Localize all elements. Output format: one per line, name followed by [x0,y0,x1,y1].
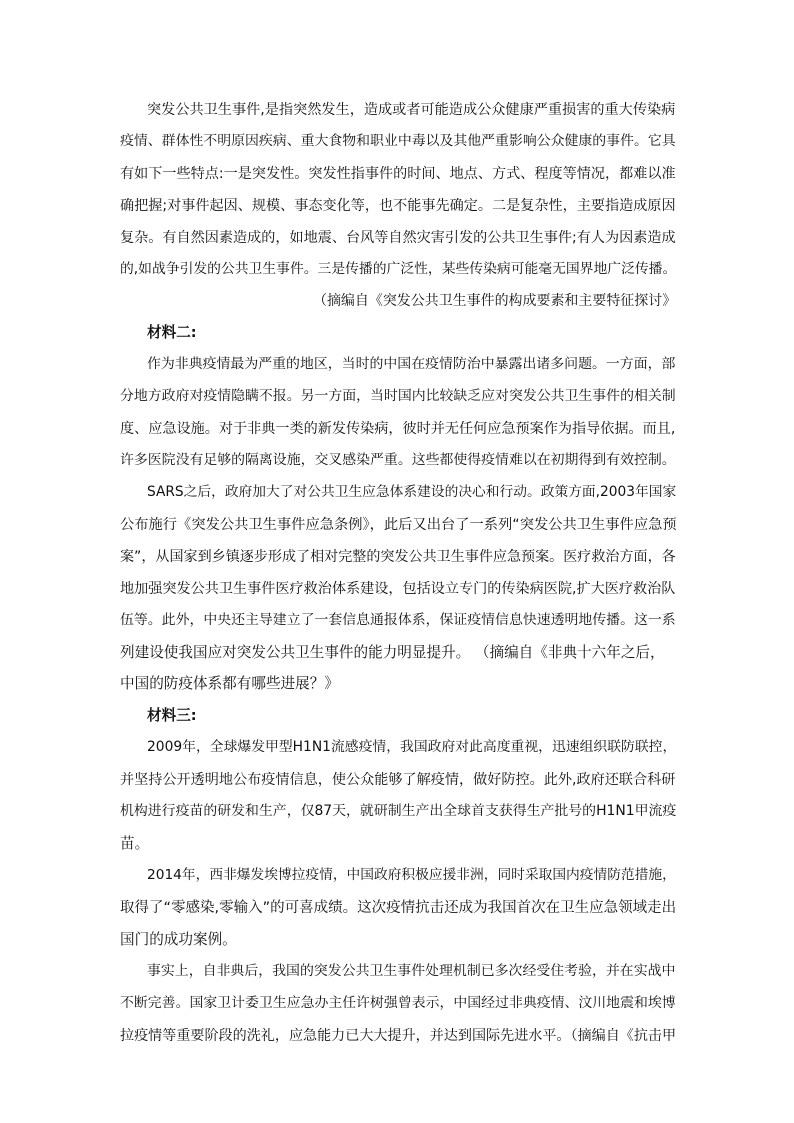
m2-p1-line-4: 许多医院没有足够的隔离设施，交叉感染严重。这些都使得疫情难以在初期得到有效控制。 [120,452,676,468]
m1-citation: （摘编自《突发公共卫生事件的构成要素和主要特征探讨》 [313,293,677,309]
m2-p2-line-6: 列建设使我国应对突发公共卫生事件的能力明显提升。 （摘编自《非典十六年之后， [120,644,665,661]
m2-p2-line-2: 公布施行《突发公共卫生事件应急条例》，此后又出台了一系列“突发公共卫生事件应急预 [120,517,677,533]
m3-p3-line-2: 不断完善。国家卫计委卫生应急办主任许树强曾表示，中国经过非典疫情、汶川地震和埃博 [120,995,676,1011]
m3-p2-line-2: 取得了“零感染,零输入”的可喜成绩。这次疫情抗击还成为我国首次在卫生应急领域走出 [120,900,677,916]
m2-p2-line-7: 中国的防疫体系都有哪些进展？》 [120,675,339,692]
m1-line-5: 复杂。有自然因素造成的，如地震、台风等自然灾害引发的公共卫生事件;有人为因素造成 [120,230,676,246]
m2-heading: 材料二: [147,324,197,341]
m2-p2-line-1: SARS之后，政府加大了对公共卫生应急体系建设的决心和行动。政策方面,2003年国家 [147,484,677,500]
m2-p2-line-3: 案”，从国家到乡镇逐步形成了相对完整的突发公共卫生事件应急预案。医疗救治方面，各 [120,549,676,565]
m3-p1-line-2: 并坚持公开透明地公布疫情信息，使公众能够了解疫情，做好防控。此外,政府还联合科研 [120,772,676,788]
m1-line-1: 突发公共卫生事件,是指突然发生，造成或者可能造成公众健康严重损害的重大传染病 [147,102,676,118]
m2-p1-line-1: 作为非典疫情最为严重的地区，当时的中国在疫情防治中暴露出诸多问题。一方面，部 [147,356,676,372]
m1-line-6: 的,如战争引发的公共卫生事件。三是传播的广泛性，某些传染病可能毫无国界地广泛传播。 [120,261,677,277]
m2-p2-line-4: 地加强突发公共卫生事件医疗救治体系建设，包括设立专门的传染病医院,扩大医疗救治队 [120,581,676,597]
m3-p2-line-1: 2014年，西非爆发埃博拉疫情，中国政府积极应援非洲，同时采取国内疫情防范措施， [147,867,676,883]
m1-line-2: 疫情、群体性不明原因疾病、重大食物和职业中毒以及其他严重影响公众健康的事件。它具 [120,133,676,149]
m2-p1-line-2: 分地方政府对疫情隐瞒不报。另一方面，当时国内比较缺乏应对突发公共卫生事件的相关制 [120,388,676,404]
m3-p2-line-3: 国门的成功案例。 [120,931,237,948]
m3-p3-line-3: 拉疫情等重要阶段的洗礼，应急能力已大大提升，并达到国际先进水平。（摘编自《抗击甲 [120,1028,677,1044]
m3-p3-line-1: 事实上，自非典后，我国的突发公共卫生事件处理机制已多次经受住考验，并在实战中 [147,963,676,979]
m2-p2-line-5: 伍等。此外，中央还主导建立了一套信息通报体系，保证疫情信息快速透明地传播。这一系 [120,612,676,628]
m3-heading: 材料三: [147,707,197,724]
m3-p1-line-1: 2009年，全球爆发甲型H1N1流感疫情，我国政府对此高度重视，迅速组织联防联控， [147,739,677,755]
m1-line-4: 确把握;对事件起因、规模、事态变化等，也不能事先确定。二是复杂性，主要指造成原因 [120,198,676,214]
m3-p1-line-3: 机构进行疫苗的研发和生产，仅87天，就研制生产出全球首支获得生产批号的H1N1甲流疫 [120,803,677,819]
m2-p1-line-3: 度、应急设施。对于非典一类的新发传染病，彼时并无任何应急预案作为指导依据。而且, [120,421,676,437]
m1-line-3: 有如下一些特点:一是突发性。突发性指事件的时间、地点、方式、程度等情况，都难以准 [120,166,676,182]
m3-p1-line-4: 苗。 [120,835,150,852]
